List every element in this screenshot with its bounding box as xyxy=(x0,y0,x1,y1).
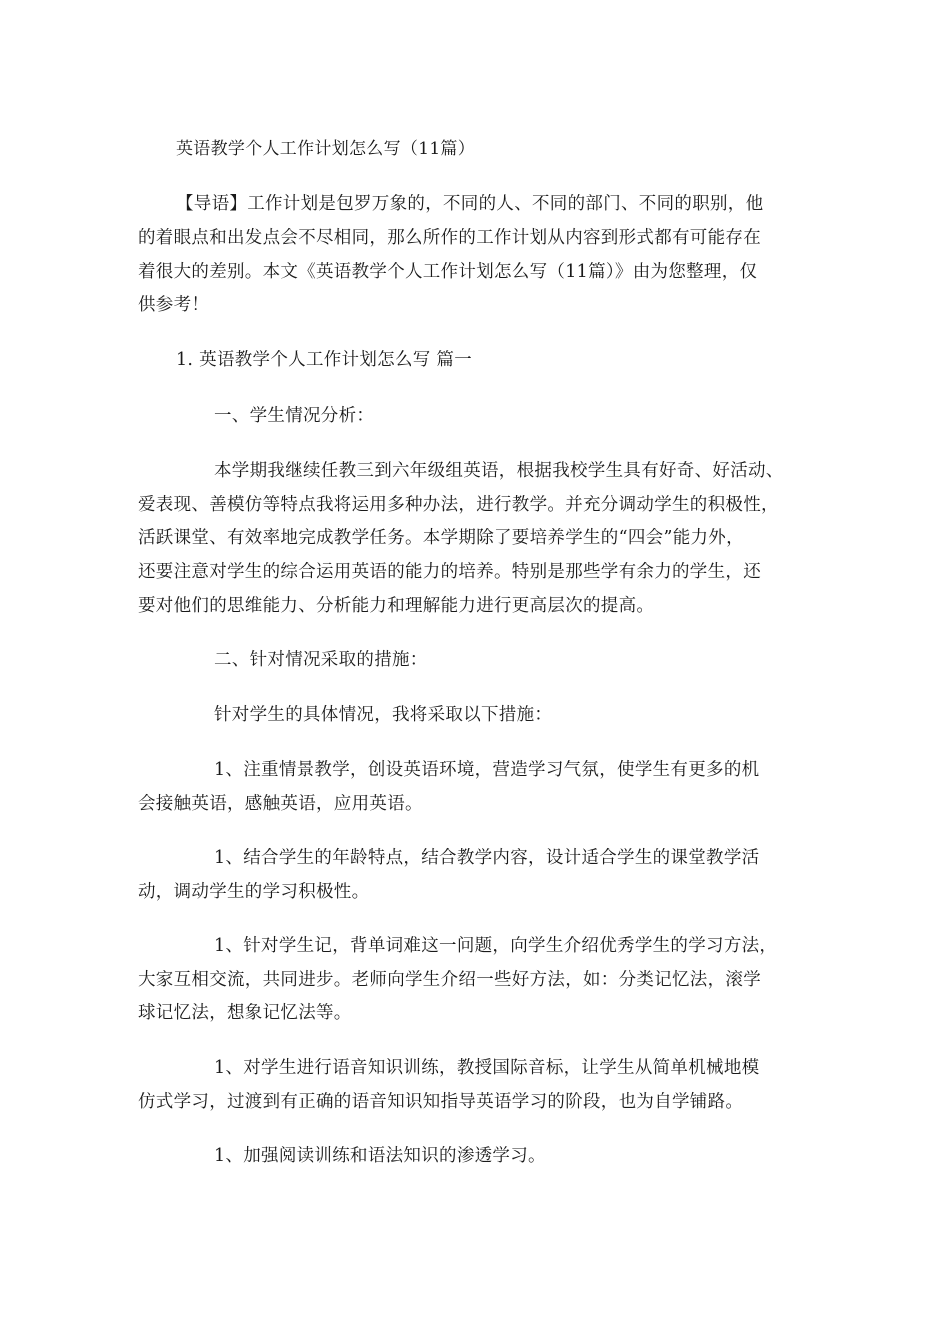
document-title: 英语教学个人工作计划怎么写（11篇） xyxy=(176,139,476,159)
intro-line: 的着眼点和出发点会不尽相同，那么所作的工作计划从内容到形式都有可能存在 xyxy=(138,228,761,248)
analysis-line: 要对他们的思维能力、分析能力和理解能力进行更高层次的提高。 xyxy=(138,596,655,616)
analysis-line: 爱表现、善模仿等特点我将运用多种办法，进行教学。并充分调动学生的积极性， xyxy=(138,495,779,515)
measure-line: 1、注重情景教学，创设英语环境，营造学习气氛，使学生有更多的机 xyxy=(214,760,760,780)
intro-line: 供参考！ xyxy=(138,295,210,315)
measure-line: 大家互相交流，共同进步。老师向学生介绍一些好方法，如：分类记忆法，滚学 xyxy=(138,970,761,990)
measures-intro: 针对学生的具体情况，我将采取以下措施： xyxy=(214,705,553,725)
intro-line: 【导语】工作计划是包罗万象的，不同的人、不同的部门、不同的职别，他 xyxy=(176,194,764,214)
measure-line: 1、针对学生记，背单词难这一问题，向学生介绍优秀学生的学习方法， xyxy=(214,936,778,956)
measure-line: 球记忆法，想象记忆法等。 xyxy=(138,1003,352,1023)
measure-line: 仿式学习，过渡到有正确的语音知识知指导英语学习的阶段，也为自学铺路。 xyxy=(138,1092,744,1112)
measure-line: 会接触英语，感触英语，应用英语。 xyxy=(138,794,423,814)
measure-line: 1、对学生进行语音知识训练，教授国际音标，让学生从简单机械地模 xyxy=(214,1058,760,1078)
analysis-line: 活跃课堂、有效率地完成教学任务。本学期除了要培养学生的“四会”能力外， xyxy=(138,528,744,548)
analysis-line: 还要注意对学生的综合运用英语的能力的培养。特别是那些学有余力的学生，还 xyxy=(138,562,761,582)
measure-item: 1、加强阅读训练和语法知识的渗透学习。 xyxy=(214,1146,546,1166)
measure-line: 1、结合学生的年龄特点，结合教学内容，设计适合学生的课堂教学活 xyxy=(214,848,760,868)
intro-line: 着很大的差别。本文《英语教学个人工作计划怎么写（11篇）》由为您整理，仅 xyxy=(138,262,758,282)
section-title: 1. 英语教学个人工作计划怎么写 篇一 xyxy=(176,350,473,370)
heading-student-analysis: 一、学生情况分析： xyxy=(214,406,375,426)
analysis-line: 本学期我继续任教三到六年级组英语，根据我校学生具有好奇、好活动、 xyxy=(214,461,784,481)
heading-measures: 二、针对情况采取的措施： xyxy=(214,650,428,670)
measure-line: 动，调动学生的学习积极性。 xyxy=(138,882,370,902)
